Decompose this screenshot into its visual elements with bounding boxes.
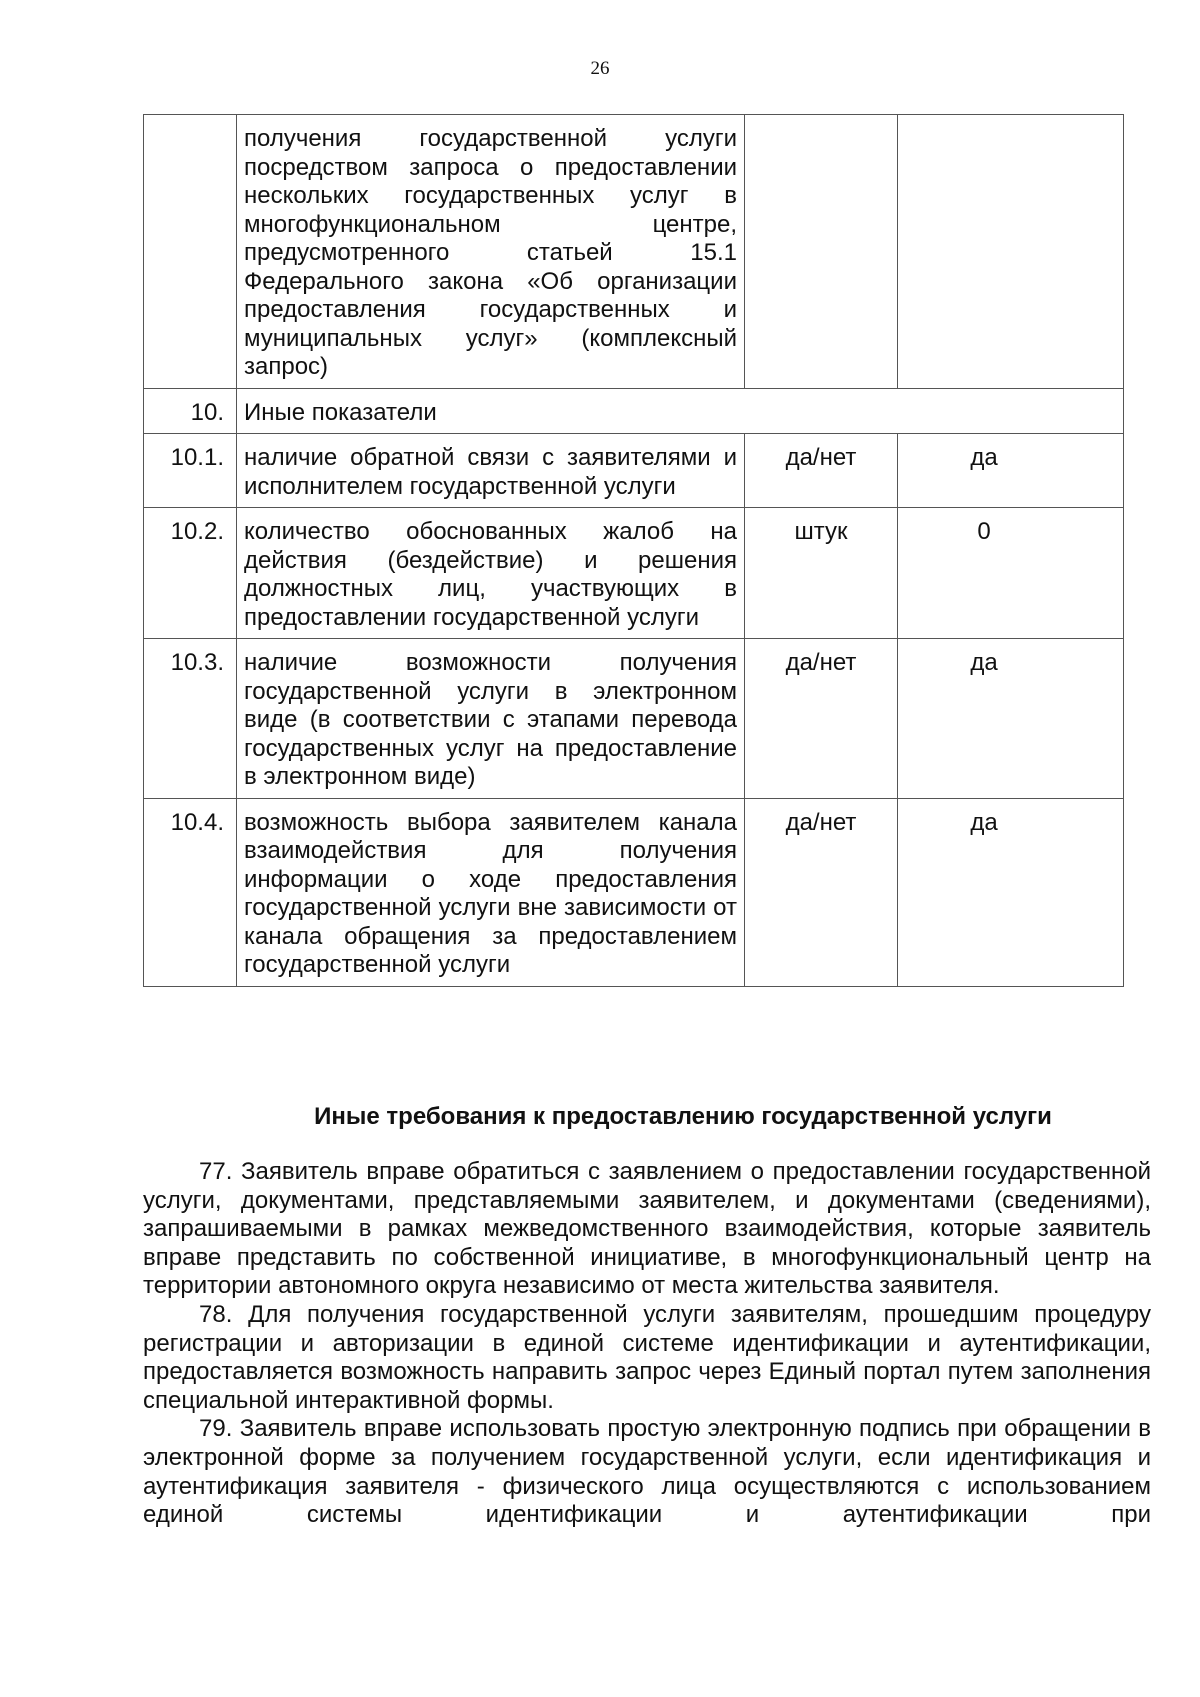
- row-number: 10.: [144, 388, 237, 434]
- row-number: 10.2.: [144, 508, 237, 639]
- table-row: [144, 115, 1124, 389]
- row-number: 10.1.: [144, 434, 237, 508]
- indicators-table: [143, 114, 1124, 987]
- row-number: [144, 115, 237, 389]
- row-value: да: [898, 639, 1124, 799]
- row-description: наличие обратной связи с заявителями и исполнителем государственной услуги: [237, 434, 745, 508]
- section-heading: Иные требования к предоставлению государственной услуги: [314, 1103, 1052, 1130]
- table-row: [144, 434, 1124, 508]
- row-description: Иные показатели: [237, 388, 1124, 434]
- table-row: [144, 388, 1124, 434]
- row-value: да: [898, 798, 1124, 986]
- paragraph-78: 78. Для получения государственной услуги заявителям, прошедшим процедуру регистрации и авторизации в единой системе идентификации и аутентификации, предоставляется возможность направить запрос через Единый портал путем заполнения специальной интерактивной формы.: [143, 1300, 1151, 1414]
- body-text: [143, 1158, 1151, 1530]
- row-value: [898, 115, 1124, 389]
- row-description: получения государственной услуги посредством запроса о предоставлении нескольких государственных услуг в многофункциональном центре, предусмотренного статьей 15.1 Федерального закона «Об организации предоставления государственных и муниципальных услуг» (комплексный запрос): [237, 115, 745, 389]
- row-number: 10.3.: [144, 639, 237, 799]
- table-row: [144, 798, 1124, 986]
- paragraph-79: 79. Заявитель вправе использовать простую электронную подпись при обращении в электронной форме за получением государственной услуги, если идентификация и аутентификация заявителя - физического лица осуществляются с использованием единой системы идентификации и аутентификации при: [143, 1415, 1151, 1529]
- row-unit: [745, 115, 898, 389]
- row-number: 10.4.: [144, 798, 237, 986]
- row-value: 0: [898, 508, 1124, 639]
- row-unit: да/нет: [745, 798, 898, 986]
- row-unit: штук: [745, 508, 898, 639]
- table-row: [144, 639, 1124, 799]
- row-description: количество обоснованных жалоб на действия (бездействие) и решения должностных лиц, участвующих в предоставлении государственной услуги: [237, 508, 745, 639]
- row-unit: да/нет: [745, 639, 898, 799]
- row-description: наличие возможности получения государственной услуги в электронном виде (в соответствии с этапами перевода государственных услуг на предоставление в электронном виде): [237, 639, 745, 799]
- row-description: возможность выбора заявителем канала взаимодействия для получения информации о ходе предоставления государственной услуги вне зависимости от канала обращения за предоставлением государственной услуги: [237, 798, 745, 986]
- table-row: [144, 508, 1124, 639]
- page-number: 26: [590, 58, 610, 79]
- row-unit: да/нет: [745, 434, 898, 508]
- row-value: да: [898, 434, 1124, 508]
- paragraph-77: 77. Заявитель вправе обратиться с заявлением о предоставлении государственной услуги, документами, представляемыми заявителем, и документами (сведениями), запрашиваемыми в рамках межведомственного взаимодействия, которые заявитель вправе представить по собственной инициативе, в многофункциональный центр на территории автономного округа независимо от места жительства заявителя.: [143, 1158, 1151, 1300]
